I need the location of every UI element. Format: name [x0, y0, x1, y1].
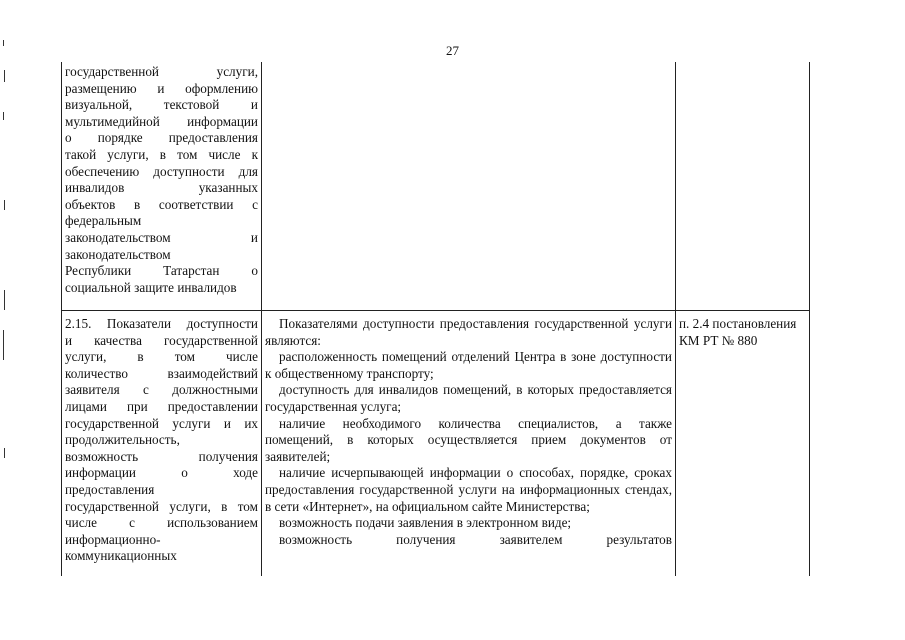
text-line: заявителя с должностными: [65, 382, 258, 398]
text-line: государственной услуги и их: [65, 415, 258, 431]
text-line: коммуникационных: [65, 548, 177, 564]
paragraph: возможность подачи заявления в электронном виде;: [279, 515, 572, 531]
text-line: числе с использованием: [65, 515, 258, 531]
page-number: 27: [446, 43, 459, 58]
description-cell: [262, 62, 676, 311]
text-line: объектов в соответствии с: [65, 196, 258, 212]
description-cell: [262, 311, 676, 577]
text-line: продолжительность,: [65, 432, 180, 448]
text-line: 2.15. Показатели доступности: [65, 316, 258, 331]
requirement-cell: [62, 311, 262, 577]
paragraph: возможность получения заявителем результатов: [279, 531, 672, 547]
text-line: КМ РТ № 880: [679, 332, 758, 348]
paragraph: Показателями доступности предоставления государственной услуги являются:: [265, 316, 672, 348]
paragraph: наличие исчерпывающей информации о способах, порядке, сроках предоставления государственной услуги на информационных стендах, в сети «Интернет», на официальном сайте Министерства;: [265, 465, 672, 514]
table-row: [62, 62, 810, 311]
text-line: количество взаимодействий: [65, 365, 258, 381]
text-line: о порядке предоставления: [65, 130, 258, 146]
text-line: п. 2.4 постановления: [679, 316, 797, 331]
text-line: возможность получения: [65, 448, 258, 464]
text-line: государственной услуги, в том: [65, 498, 258, 514]
text-line: такой услуги, в том числе к: [65, 146, 258, 162]
paragraph: расположенность помещений отделений Центра в зоне доступности к общественному транспорту;: [265, 349, 672, 381]
requirement-cell: [62, 62, 262, 311]
text-line: информации о ходе: [65, 465, 258, 481]
text-line: мультимедийной информации: [65, 113, 258, 129]
text-line: информационно-: [65, 531, 161, 547]
text-line: федеральным: [65, 213, 142, 229]
reference-cell: [676, 62, 810, 311]
scan-margin-marks: [0, 0, 14, 640]
text-line: инвалидов указанных: [65, 180, 258, 196]
text-line: размещению и оформлению: [65, 80, 258, 96]
text-line: услуги, в том числе: [65, 349, 258, 365]
text-line: визуальной, текстовой и: [65, 97, 258, 113]
text-line: лицами при предоставлении: [65, 398, 258, 414]
document-table: [61, 62, 810, 576]
text-line: законодательством: [65, 246, 171, 262]
text-line: законодательством и: [65, 229, 258, 245]
paragraph: наличие необходимого количества специалистов, а также помещений, в которых осуществляется прием документов от заявителей;: [265, 415, 672, 464]
text-line: государственной услуги,: [65, 64, 258, 79]
text-line: и качества государственной: [65, 332, 258, 348]
table-row: [62, 311, 810, 577]
paragraph: доступность для инвалидов помещений, в которых предоставляется государственная услуга;: [265, 382, 672, 414]
text-line: обеспечению доступности для: [65, 163, 258, 179]
text-line: предоставления: [65, 481, 155, 497]
text-line: Республики Татарстан о: [65, 263, 258, 279]
text-line: социальной защите инвалидов: [65, 279, 237, 295]
reference-cell: [676, 311, 810, 577]
